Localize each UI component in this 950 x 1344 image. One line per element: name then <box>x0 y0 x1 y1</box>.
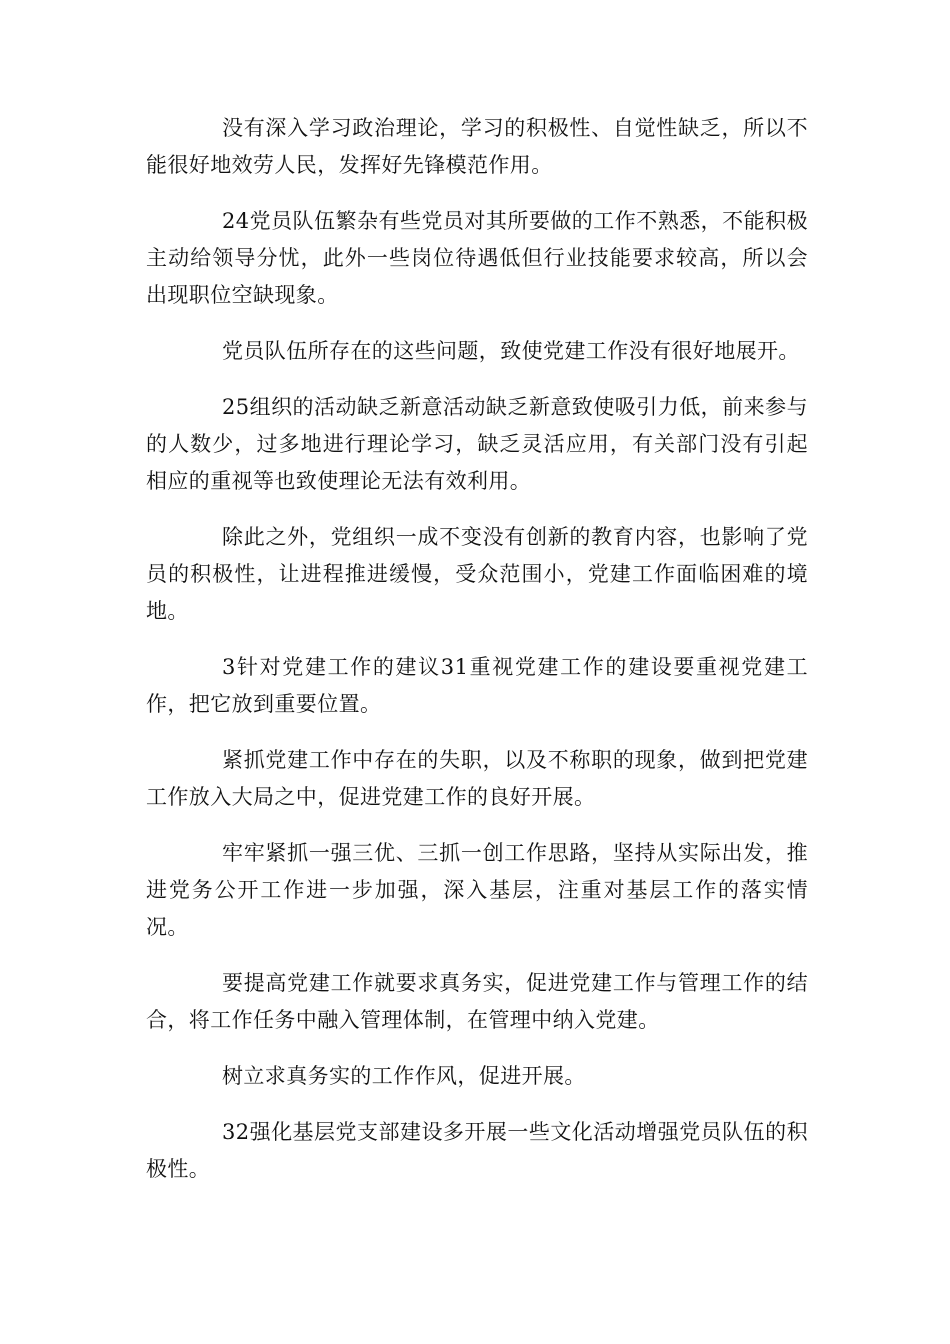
paragraph-6: 3针对党建工作的建议31重视党建工作的建设要重视党建工作，把它放到重要位置。 <box>146 655 808 716</box>
paragraph-5: 除此之外，党组织一成不变没有创新的教育内容，也影响了党员的积极性，让进程推进缓慢，受众范围小，党建工作面临困难的境地。 <box>146 525 808 623</box>
paragraph-7: 紧抓党建工作中存在的失职，以及不称职的现象，做到把党建工作放入大局之中，促进党建工作的良好开展。 <box>146 748 808 809</box>
paragraph-1: 没有深入学习政治理论，学习的积极性、自觉性缺乏，所以不能很好地效劳人民，发挥好先锋模范作用。 <box>146 116 808 177</box>
document-body <box>146 110 808 1207</box>
paragraph-2: 24党员队伍繁杂有些党员对其所要做的工作不熟悉，不能积极主动给领导分忧，此外一些岗位待遇低但行业技能要求较高，所以会出现职位空缺现象。 <box>146 209 808 307</box>
paragraph-8: 牢牢紧抓一强三优、三抓一创工作思路，坚持从实际出发，推进党务公开工作进一步加强，深入基层，注重对基层工作的落实情况。 <box>146 841 808 939</box>
paragraph-9: 要提高党建工作就要求真务实，促进党建工作与管理工作的结合，将工作任务中融入管理体制，在管理中纳入党建。 <box>146 971 808 1032</box>
paragraph-4: 25组织的活动缺乏新意活动缺乏新意致使吸引力低，前来参与的人数少，过多地进行理论学习，缺乏灵活应用，有关部门没有引起相应的重视等也致使理论无法有效利用。 <box>146 395 808 493</box>
paragraph-10: 树立求真务实的工作作风，促进开展。 <box>222 1064 586 1088</box>
paragraph-3: 党员队伍所存在的这些问题，致使党建工作没有很好地展开。 <box>222 339 800 363</box>
paragraph-11: 32强化基层党支部建设多开展一些文化活动增强党员队伍的积极性。 <box>146 1120 808 1181</box>
